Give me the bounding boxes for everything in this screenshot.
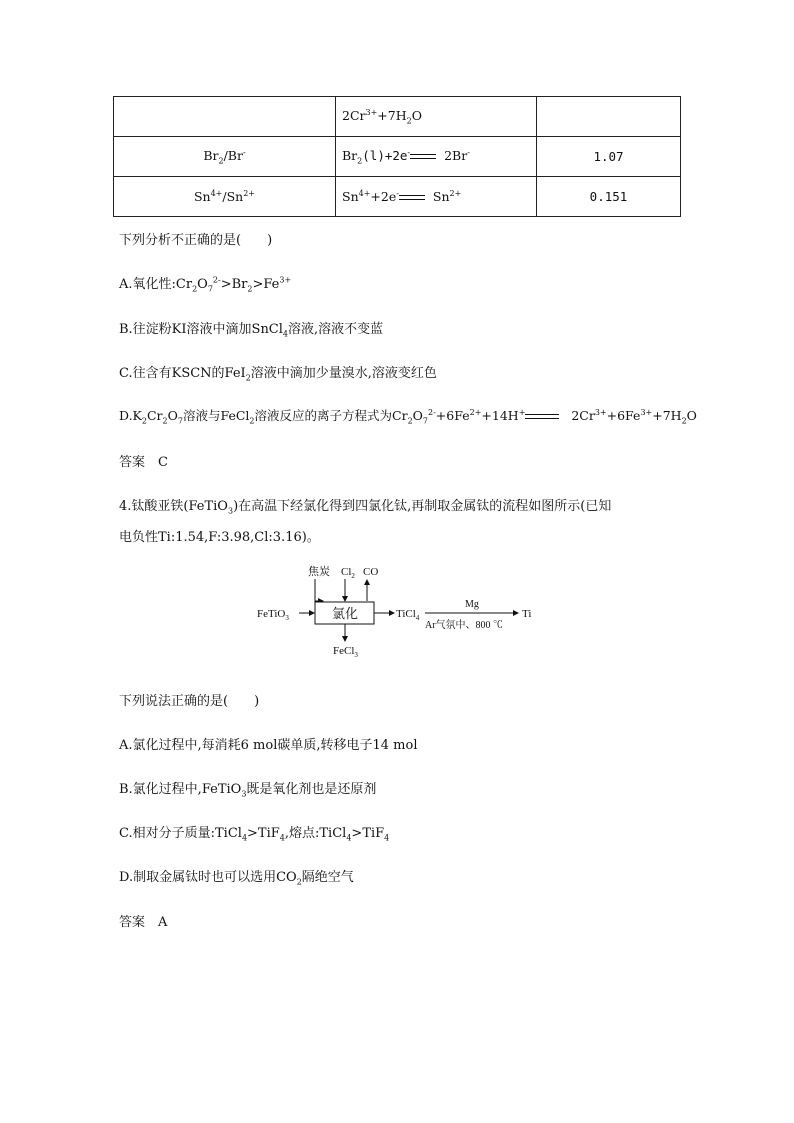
q4-option-a: A.氯化过程中,每消耗6 mol碳单质,转移电子14 mol [119,738,418,753]
q3-option-b: B.往淀粉KI溶液中滴加SnCl$_4$溶液,溶液不变蓝 [119,322,384,339]
flow-input-label: FeTiO$_3$ [257,608,289,622]
table-cell-value [537,97,681,137]
q4-answer: 答案 A [119,915,168,930]
table-row [114,137,681,177]
flow-mid-ticl4: TiCl$_4$ [396,608,420,622]
q4-ask: 下列说法正确的是( ) [119,694,260,709]
table-cell-value: 1.07 [537,137,681,177]
flow-condition-mg: Mg [465,599,479,610]
q3-stem: 下列分析不正确的是( ) [119,233,273,248]
q3-answer: 答案 C [119,455,168,470]
table-cell-pair: $Br_2/Br^-$ [114,137,336,177]
flow-top-coke: 焦炭 [308,566,330,578]
q4-stem-line1: 4.钛酸亚铁(FeTiO$_3$)在高温下经氯化得到四氯化钛,再制取金属钛的流程如图所示(已知 [119,499,612,516]
reaction-equals-icon [525,414,559,419]
q4-stem-line2: 电负性Ti:1.54,F:3.98,Cl:3.16)。 [119,530,320,545]
flow-top-cl2: $Cl_2$ [341,566,355,580]
titanium-flow-diagram [255,565,545,660]
q4-option-d: D.制取金属钛时也可以选用$CO_2$隔绝空气 [119,870,354,887]
flow-bottom-fecl3: FeCl$_3$ [333,645,358,659]
table-cell-value: 0.151 [537,177,681,217]
q3-option-d: $D.K_2Cr_2O_7$溶液与FeCl$_2$溶液反应的离子方程式为$Cr_2O_7^{2-}+6Fe^{2+}+14H^+$ $2Cr^{3+}+6Fe^{3+}+7H_2O$ [119,407,697,426]
potential-table [113,96,681,217]
flow-arrow [315,579,323,601]
equilibrium-arrow-icon [399,195,425,200]
q3-option-a: A.氧化性$:Cr_2O_7^{2-}>Br_2>Fe^{3+}$ [119,275,292,294]
flow-output-ti: Ti [522,608,532,620]
table-cell-equation: $2Cr^{3+}+7H_2O$ [336,97,537,137]
q4-option-b: B.氯化过程中,FeTiO$_3$既是氧化剂也是还原剂 [119,782,377,799]
table-cell-pair: $Sn^{4+}/Sn^{2+}$ [114,177,336,217]
q3-option-c: C.往含有KSCN的FeI$_2$溶液中滴加少量溴水,溶液变红色 [119,366,437,383]
table-cell-pair [114,97,336,137]
table-cell-equation: $Br_2(l)+2e^-$ 2Br- [336,137,537,177]
table-row [114,97,681,137]
table-row [114,177,681,217]
equilibrium-arrow-icon [410,154,436,159]
flow-condition-ar: Ar气氛中、800 ℃ [425,620,504,631]
flow-top-co: CO [363,566,379,578]
chlorination-label: 氯化 [332,606,359,621]
q4-option-c: C.相对分子质量:TiCl$_4$>TiF$_4$,熔点:TiCl$_4$>TiF$_4$ [119,826,390,843]
table-cell-equation: $Sn^{4+}+2e^-$ $Sn^{2+}$ [336,177,537,217]
